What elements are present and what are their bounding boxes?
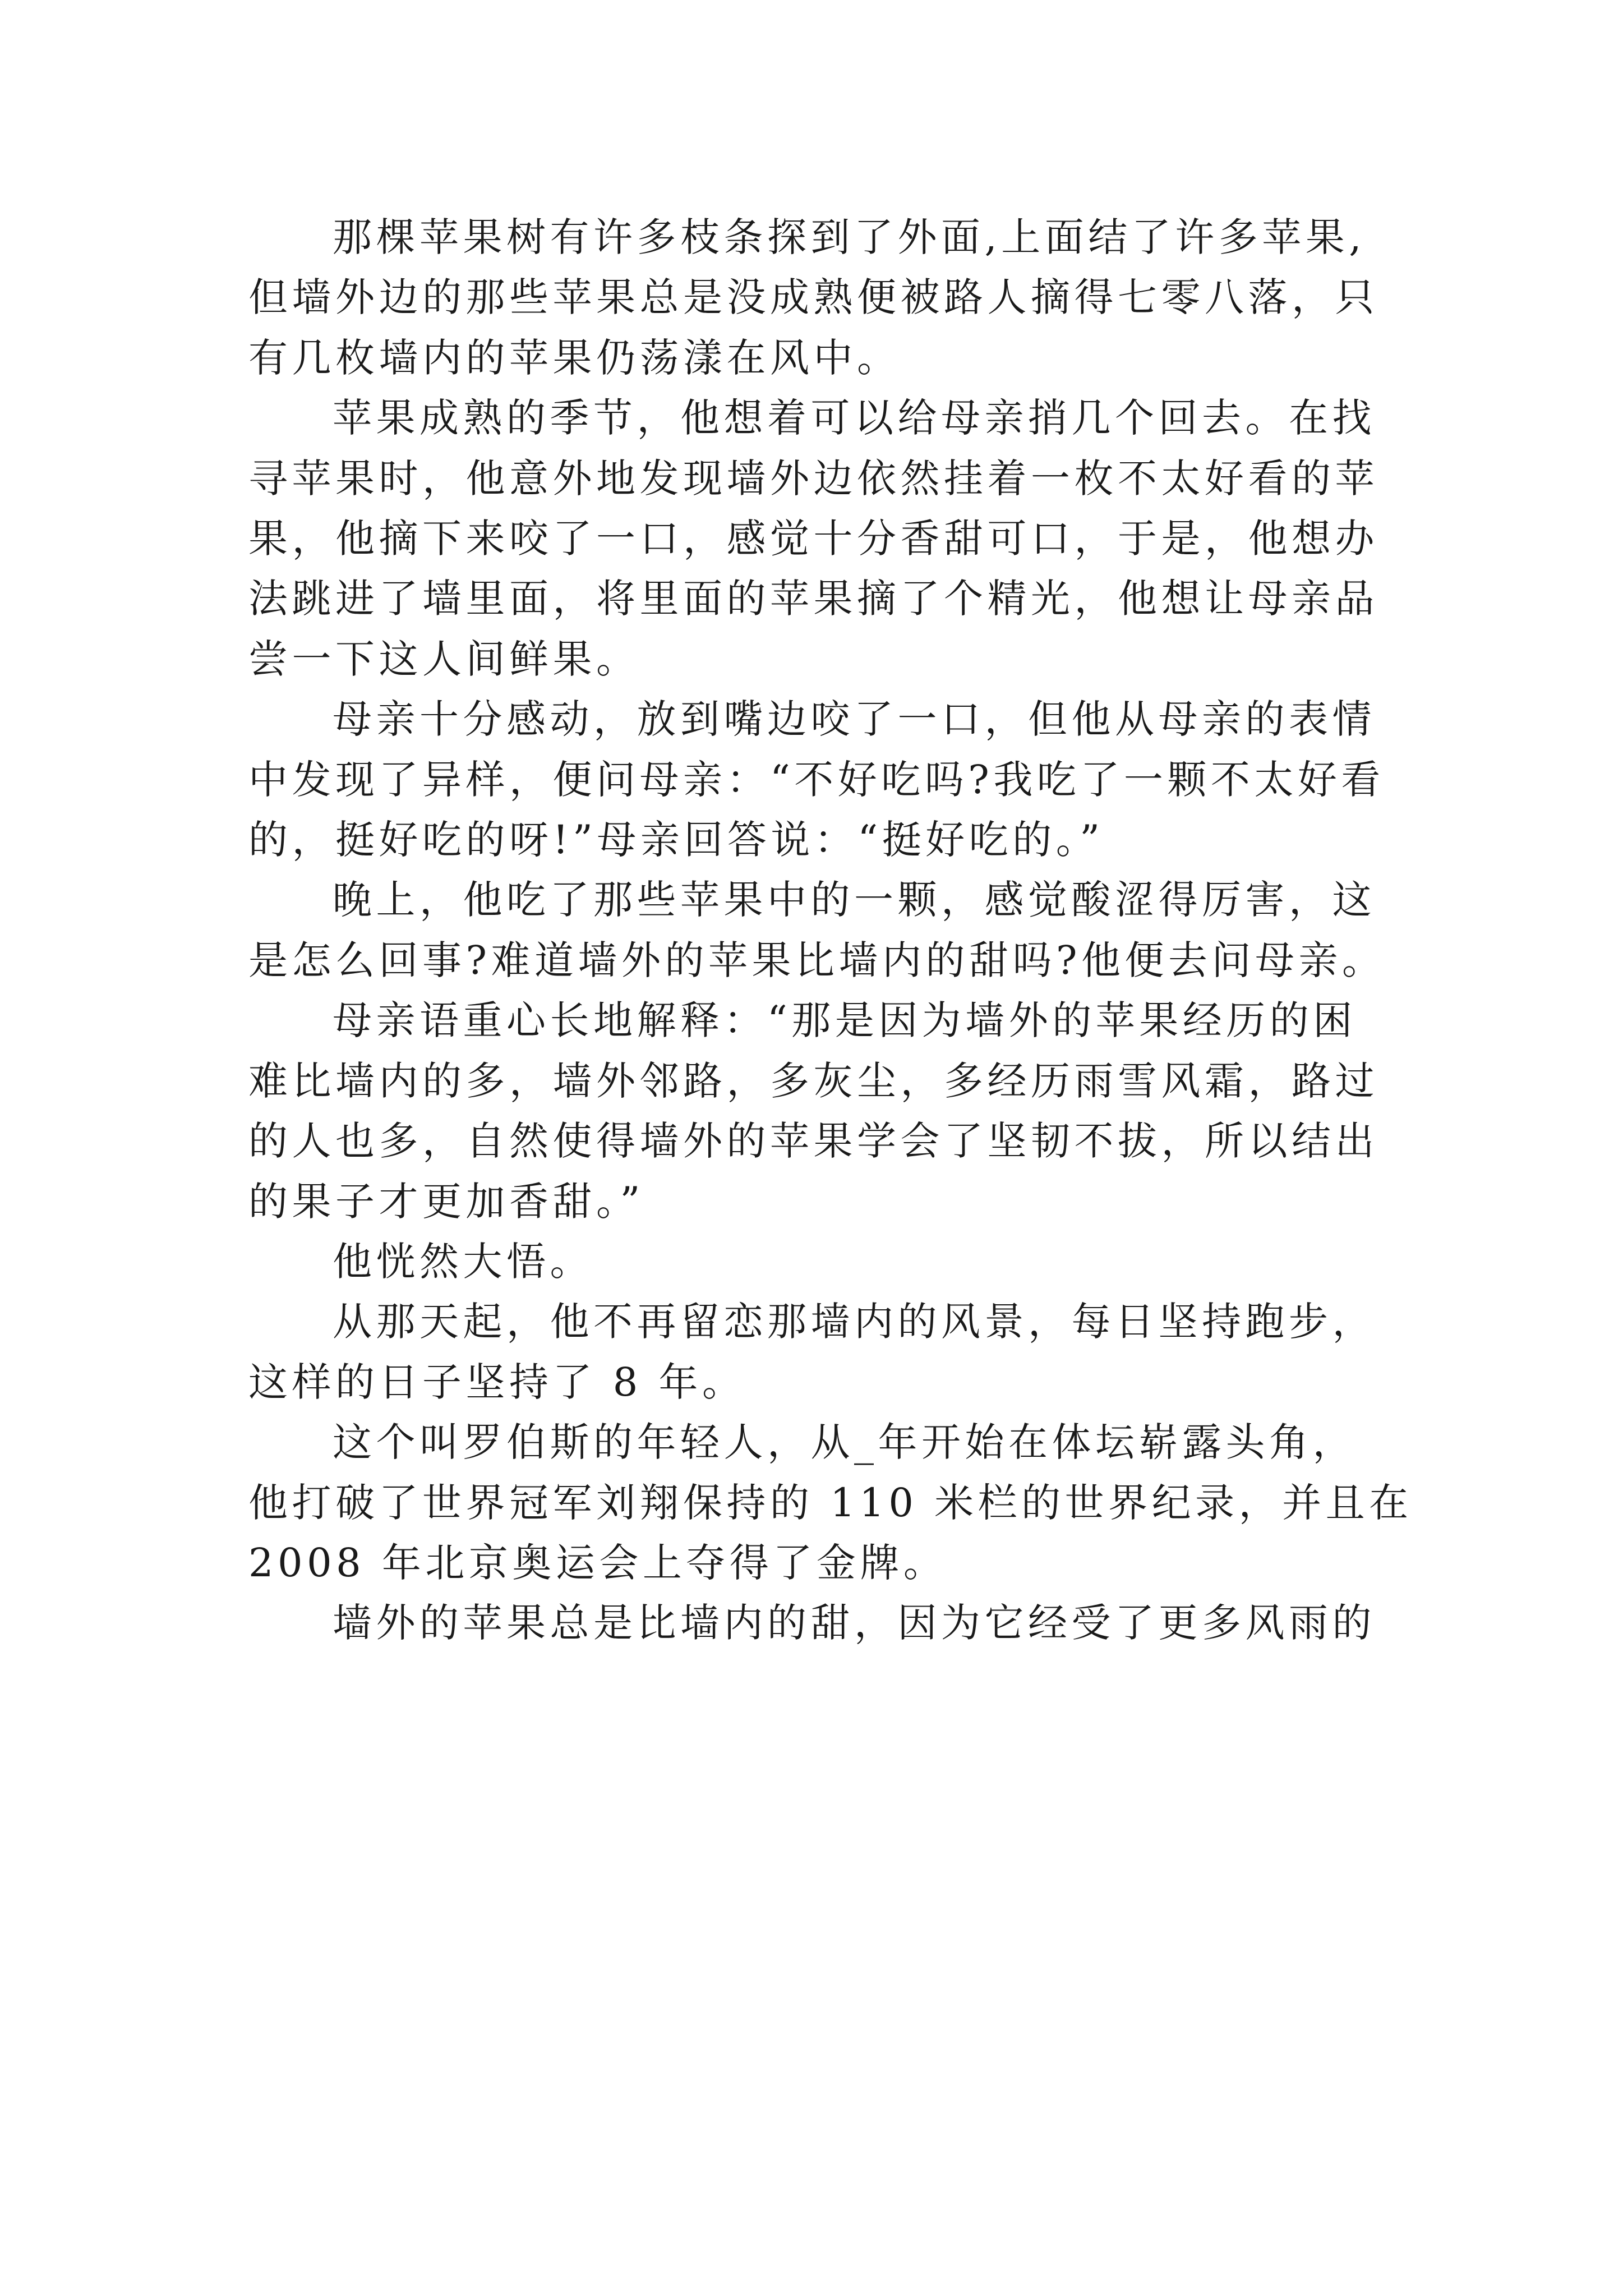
text-line: 这个叫罗伯斯的年轻人，从_年开始在体坛崭露头角， (333, 1419, 1356, 1466)
text-line: 苹果成熟的季节，他想着可以给母亲捎几个回去。在找 (333, 395, 1376, 441)
text-line: 晚上，他吃了那些苹果中的一颗，感觉酸涩得厉害，这 (333, 877, 1376, 923)
text-line: 2008 年北京奥运会上夺得了金牌。 (248, 1539, 947, 1586)
text-line: 难比墙内的多，墙外邻路，多灰尘，多经历雨雪风霜，路过 (248, 1057, 1378, 1104)
text-line: 的人也多，自然使得墙外的苹果学会了坚韧不拔，所以结出 (248, 1118, 1378, 1165)
paragraph (248, 388, 1426, 689)
text-line: 寻苹果时，他意外地发现墙外边依然挂着一枚不太好看的苹 (248, 455, 1378, 501)
text-line: 有几枚墙内的苹果仍荡漾在风中。 (248, 334, 901, 381)
text-line: 尝一下这人间鲜果。 (248, 636, 640, 682)
paragraph (248, 1412, 1426, 1593)
text-line: 但墙外边的那些苹果总是没成熟便被路人摘得七零八落，只 (248, 274, 1378, 321)
text-line: 法跳进了墙里面，将里面的苹果摘了个精光，他想让母亲品 (248, 576, 1378, 622)
text-line: 的，挺好吃的呀!”母亲回答说：“挺好吃的。” (248, 817, 1104, 863)
text-line: 的果子才更加香甜。” (248, 1178, 644, 1225)
text-line: 母亲语重心长地解释：“那是因为墙外的苹果经历的困 (333, 997, 1357, 1044)
paragraph (248, 1292, 1426, 1412)
text-line: 那棵苹果树有许多枝条探到了外面,上面结了许多苹果, (333, 214, 1366, 260)
text-line: 他打破了世界冠军刘翔保持的 110 米栏的世界纪录，并且在 (248, 1479, 1413, 1526)
body-text (248, 208, 1426, 1654)
text-line: 是怎么回事?难道墙外的苹果比墙内的甜吗?他便去问母亲。 (248, 937, 1386, 983)
paragraph (248, 208, 1426, 388)
paragraph (248, 689, 1426, 870)
paragraph (248, 870, 1426, 991)
text-line: 墙外的苹果总是比墙内的甜，因为它经受了更多风雨的 (333, 1600, 1376, 1646)
text-line: 果，他摘下来咬了一口，感觉十分香甜可口，于是，他想办 (248, 516, 1378, 562)
text-line: 母亲十分感动，放到嘴边咬了一口，但他从母亲的表情 (333, 696, 1376, 743)
paragraph (248, 1593, 1426, 1653)
text-line: 从那天起，他不再留恋那墙内的风景，每日坚持跑步， (333, 1299, 1376, 1345)
text-line: 他恍然大悟。 (333, 1238, 593, 1285)
text-line: 中发现了异样，便问母亲：“不好吃吗?我吃了一颗不太好看 (248, 756, 1385, 803)
paragraph (248, 1232, 1426, 1292)
paragraph (248, 991, 1426, 1232)
text-line: 这样的日子坚持了 8 年。 (248, 1359, 746, 1405)
